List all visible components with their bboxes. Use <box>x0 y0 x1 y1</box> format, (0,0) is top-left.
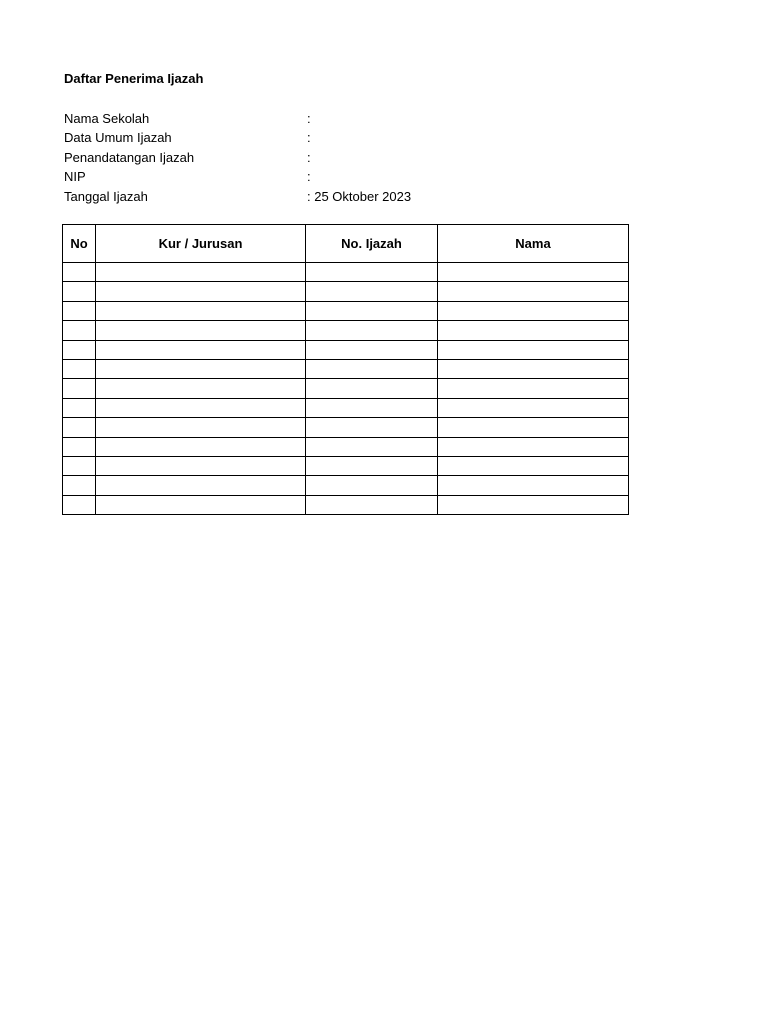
table-cell <box>96 418 306 437</box>
table-cell <box>96 456 306 475</box>
info-label: NIP <box>64 169 86 185</box>
table-cell <box>438 340 629 359</box>
table-row <box>63 398 629 417</box>
table-cell <box>96 437 306 456</box>
table-cell <box>96 398 306 417</box>
table-cell <box>438 379 629 398</box>
table-cell <box>306 321 438 340</box>
info-label: Tanggal Ijazah <box>64 188 148 204</box>
document-title: Daftar Penerima Ijazah <box>64 71 204 86</box>
table-cell <box>96 359 306 378</box>
table-cell <box>63 456 96 475</box>
table-cell <box>438 359 629 378</box>
table-cell <box>306 476 438 495</box>
table-cell <box>438 495 629 514</box>
table-cell <box>63 321 96 340</box>
table-body <box>63 263 629 515</box>
table-cell <box>306 495 438 514</box>
info-value: : <box>307 111 311 126</box>
table-cell <box>96 495 306 514</box>
table-cell <box>63 359 96 378</box>
table-cell <box>438 418 629 437</box>
table-cell <box>306 379 438 398</box>
table-row <box>63 282 629 301</box>
column-header-major: Kur / Jurusan <box>96 225 306 263</box>
table-cell <box>306 301 438 320</box>
column-header-no: No <box>63 225 96 263</box>
table-cell <box>306 456 438 475</box>
info-label: Nama Sekolah <box>64 111 150 126</box>
table-row <box>63 495 629 514</box>
table-cell <box>96 263 306 282</box>
column-header-name: Nama <box>438 225 629 263</box>
table-row <box>63 476 629 495</box>
column-header-certificate-no: No. Ijazah <box>306 225 438 263</box>
info-value: : <box>307 169 311 185</box>
table-cell <box>306 282 438 301</box>
table-cell <box>438 282 629 301</box>
table-cell <box>96 282 306 301</box>
table-cell <box>63 437 96 456</box>
table-cell <box>438 476 629 495</box>
table-row <box>63 340 629 359</box>
table-cell <box>63 476 96 495</box>
table-cell <box>96 340 306 359</box>
info-value: : 25 Oktober 2023 <box>307 188 412 204</box>
table-cell <box>96 476 306 495</box>
table-row <box>63 418 629 437</box>
table-cell <box>96 321 306 340</box>
table-row <box>63 321 629 340</box>
info-value: : <box>307 149 311 165</box>
table-cell <box>306 340 438 359</box>
table-row <box>63 263 629 282</box>
table-cell <box>96 379 306 398</box>
table-row <box>63 301 629 320</box>
table-cell <box>306 263 438 282</box>
table-cell <box>96 301 306 320</box>
table-cell <box>63 495 96 514</box>
table-header-row <box>63 225 629 263</box>
info-value: : <box>307 130 311 146</box>
info-label: Penandatangan Ijazah <box>64 149 195 165</box>
recipients-table <box>62 224 629 515</box>
table-row <box>63 359 629 378</box>
table-cell <box>63 398 96 417</box>
table-cell <box>63 379 96 398</box>
table-cell <box>306 359 438 378</box>
table-cell <box>438 321 629 340</box>
table-cell <box>438 398 629 417</box>
table-cell <box>63 282 96 301</box>
table-row <box>63 437 629 456</box>
table-cell <box>438 263 629 282</box>
table-cell <box>306 418 438 437</box>
table-cell <box>63 301 96 320</box>
table-cell <box>438 456 629 475</box>
info-label: Data Umum Ijazah <box>64 130 172 146</box>
table-cell <box>438 437 629 456</box>
table-cell <box>306 437 438 456</box>
table-cell <box>63 340 96 359</box>
table-row <box>63 456 629 475</box>
table-cell <box>306 398 438 417</box>
table-cell <box>63 263 96 282</box>
table-cell <box>438 301 629 320</box>
table-row <box>63 379 629 398</box>
table-cell <box>63 418 96 437</box>
